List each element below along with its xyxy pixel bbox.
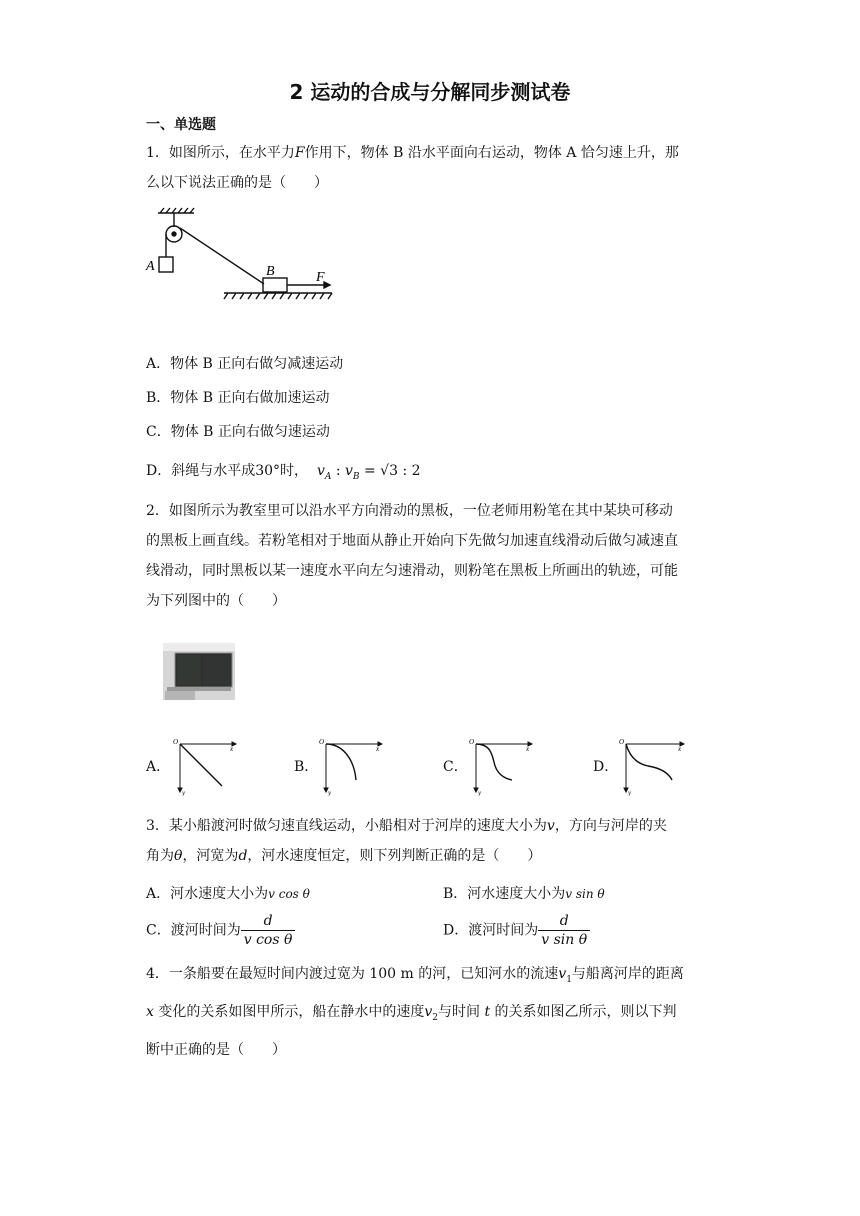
q3-option-c: C．渡河时间为 $\frac{d}{\text{v cos θ}}$ — [146, 912, 295, 949]
axis-origin: O — [319, 738, 325, 746]
fig-label-a: A — [146, 259, 155, 274]
axis-y-label: y — [328, 789, 332, 796]
q2-option-d-graph — [618, 736, 690, 796]
q3-line-1: 3．某小船渡河时做匀速直线运动，小船相对于河岸的速度大小为v，方向与河岸的夹 — [146, 818, 667, 834]
q2-line-4: 为下列图中的（ ） — [146, 593, 286, 609]
q2-blackboard-photo — [163, 643, 235, 700]
axis-y-label: y — [478, 789, 482, 796]
q2-line-1: 2．如图所示为教室里可以沿水平方向滑动的黑板，一位老师用粉笔在其中某块可移动 — [146, 503, 673, 519]
q1-figure-pulley — [140, 205, 340, 305]
q1-option-c: C．物体 B 正向右做匀速运动 — [146, 424, 330, 440]
section-heading: 一、单选题 — [146, 117, 216, 133]
q2-option-d-label: D． — [593, 759, 619, 775]
q1-line-2: 么以下说法正确的是（ ） — [146, 175, 328, 191]
axis-origin: O — [619, 738, 625, 746]
q2-line-3: 线滑动，同时黑板以某一速度水平向左匀速滑动，则粉笔在黑板上所画出的轨迹，可能 — [146, 563, 678, 579]
q1-option-a: A．物体 B 正向右做匀减速运动 — [146, 356, 344, 372]
q2-option-a-graph — [172, 736, 242, 796]
q3-option-b: B．河水速度大小为v sin θ — [443, 886, 605, 902]
q4-stem — [146, 958, 716, 1066]
q3-stem — [146, 811, 716, 871]
page-title: 2 运动的合成与分解同步测试卷 — [289, 80, 571, 104]
axis-y-label: y — [628, 789, 632, 796]
axis-y-label: y — [182, 789, 186, 796]
q1-line-1: 1．如图所示，在水平力F作用下，物体 B 沿水平面向右运动，物体 A 恰匀速上升，那 — [146, 145, 679, 161]
q1-option-d: D．斜绳与水平成30°时， $v_A$ : $v_B = √3$ : 2 — [146, 463, 421, 482]
q2-option-b-graph — [318, 736, 388, 796]
q3-option-a: A．河水速度大小为v cos θ — [146, 886, 310, 902]
axis-origin: O — [173, 738, 179, 746]
q1-option-b: B．物体 B 正向右做加速运动 — [146, 390, 330, 406]
fraction: $\frac{d}{\text{v sin θ}}$ — [538, 912, 590, 949]
q4-line-2: x 变化的关系如图甲所示，船在静水中的速度$v_2$与时间 t 的关系如图乙所示，则以下判 — [146, 1003, 677, 1023]
q3-option-d: D．渡河时间为 $\frac{d}{\text{v sin θ}}$ — [443, 912, 590, 949]
q2-option-c-graph — [468, 736, 538, 796]
axis-origin: O — [469, 738, 475, 746]
axis-x-label: x — [376, 745, 380, 753]
q2-option-a-label: A． — [146, 759, 171, 775]
q4-line-3: 断中正确的是（ ） — [146, 1041, 286, 1058]
fig-label-f: F — [316, 270, 325, 285]
q4-line-1: 4．一条船要在最短时间内渡过宽为 100 m 的河，已知河水的流速$v_1$与船离河岸的距离 — [146, 966, 684, 985]
axis-x-label: x — [526, 745, 530, 753]
axis-x-label: x — [230, 745, 234, 753]
fraction: $\frac{d}{\text{v cos θ}}$ — [241, 912, 296, 949]
fig-label-b: B — [266, 264, 275, 279]
q2-line-2: 的黑板上画直线。若粉笔相对于地面从静止开始向下先做匀加速直线滑动后做匀减速直 — [146, 533, 678, 549]
q2-stem — [146, 496, 716, 616]
q2-option-b-label: B． — [294, 759, 319, 775]
axis-x-label: x — [678, 745, 682, 753]
q3-line-2: 角为θ，河宽为d，河水速度恒定，则下列判断正确的是（ ） — [146, 848, 542, 864]
q2-option-c-label: C． — [443, 759, 468, 775]
q1-stem — [146, 138, 716, 198]
